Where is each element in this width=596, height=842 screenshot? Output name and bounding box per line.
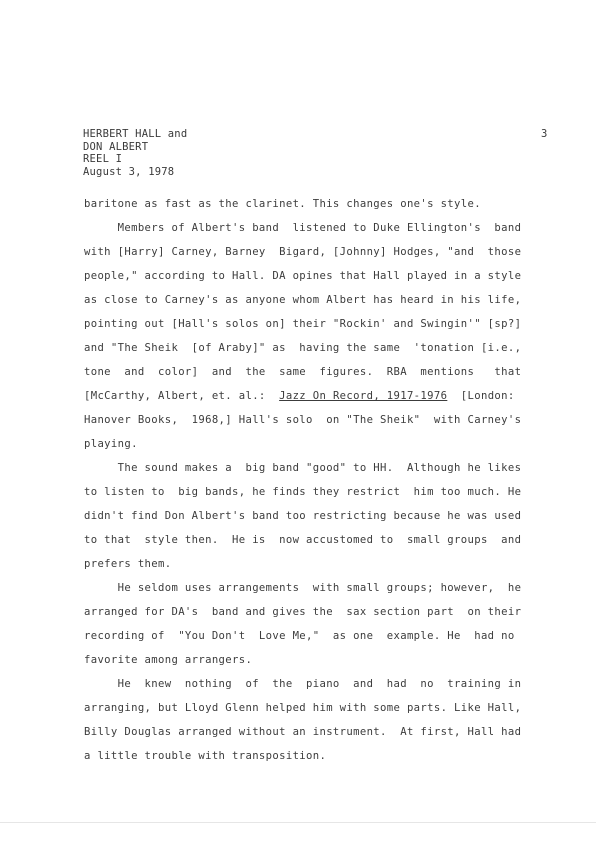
body-line: favorite among arrangers. bbox=[84, 654, 253, 666]
header-date: August 3, 1978 bbox=[83, 165, 175, 178]
body-line: with [Harry] Carney, Barney Bigard, [Johnny] Hodges, "and those bbox=[84, 246, 522, 258]
page-bottom-edge bbox=[0, 822, 596, 823]
body-line: He knew nothing of the piano and had no training in bbox=[84, 678, 522, 690]
body-line: The sound makes a big band "good" to HH. Although he likes bbox=[84, 462, 522, 474]
body-line: Members of Albert's band listened to Duke Ellington's band bbox=[84, 222, 522, 234]
body-line: Hanover Books, 1968,] Hall's solo on "The Sheik" with Carney's bbox=[84, 414, 522, 426]
body-line: as close to Carney's as anyone whom Albert has heard in his life, bbox=[84, 294, 522, 306]
body-line-citation bbox=[84, 390, 515, 402]
citation-authors: [McCarthy, Albert, et. al.: bbox=[84, 390, 266, 402]
body-line: to that style then. He is now accustomed to small groups and bbox=[84, 534, 522, 546]
body-line: baritone as fast as the clarinet. This changes one's style. bbox=[84, 198, 481, 210]
body-line: arranged for DA's band and gives the sax section part on their bbox=[84, 606, 522, 618]
body-line: prefers them. bbox=[84, 558, 172, 570]
page-number: 3 bbox=[541, 128, 548, 140]
header-reel: REEL I bbox=[83, 153, 123, 165]
body-line: people," according to Hall. DA opines that Hall played in a style bbox=[84, 270, 522, 282]
header-names: HERBERT HALL and bbox=[83, 128, 188, 140]
citation-publisher-start: [London: bbox=[447, 390, 515, 402]
body-line: Billy Douglas arranged without an instrument. At first, Hall had bbox=[84, 726, 522, 738]
body-line: to listen to big bands, he finds they restrict him too much. He bbox=[84, 486, 522, 498]
book-title: Jazz On Record, 1917-1976 bbox=[279, 390, 448, 402]
body-line: pointing out [Hall's solos on] their "Rockin' and Swingin'" [sp?] bbox=[84, 318, 522, 330]
body-line: recording of "You Don't Love Me," as one example. He had no bbox=[84, 630, 515, 642]
body-line: a little trouble with transposition. bbox=[84, 750, 327, 762]
body-line: tone and color] and the same figures. RBA mentions that bbox=[84, 366, 522, 378]
body-line: playing. bbox=[84, 438, 138, 450]
transcript-header bbox=[83, 128, 187, 178]
body-line: He seldom uses arrangements with small groups; however, he bbox=[84, 582, 522, 594]
body-line: didn't find Don Albert's band too restricting because he was used bbox=[84, 510, 522, 522]
header-names-2: DON ALBERT bbox=[83, 140, 149, 153]
body-line: arranging, but Lloyd Glenn helped him with some parts. Like Hall, bbox=[84, 702, 522, 714]
body-line: and "The Sheik [of Araby]" as having the same 'tonation [i.e., bbox=[84, 342, 522, 354]
